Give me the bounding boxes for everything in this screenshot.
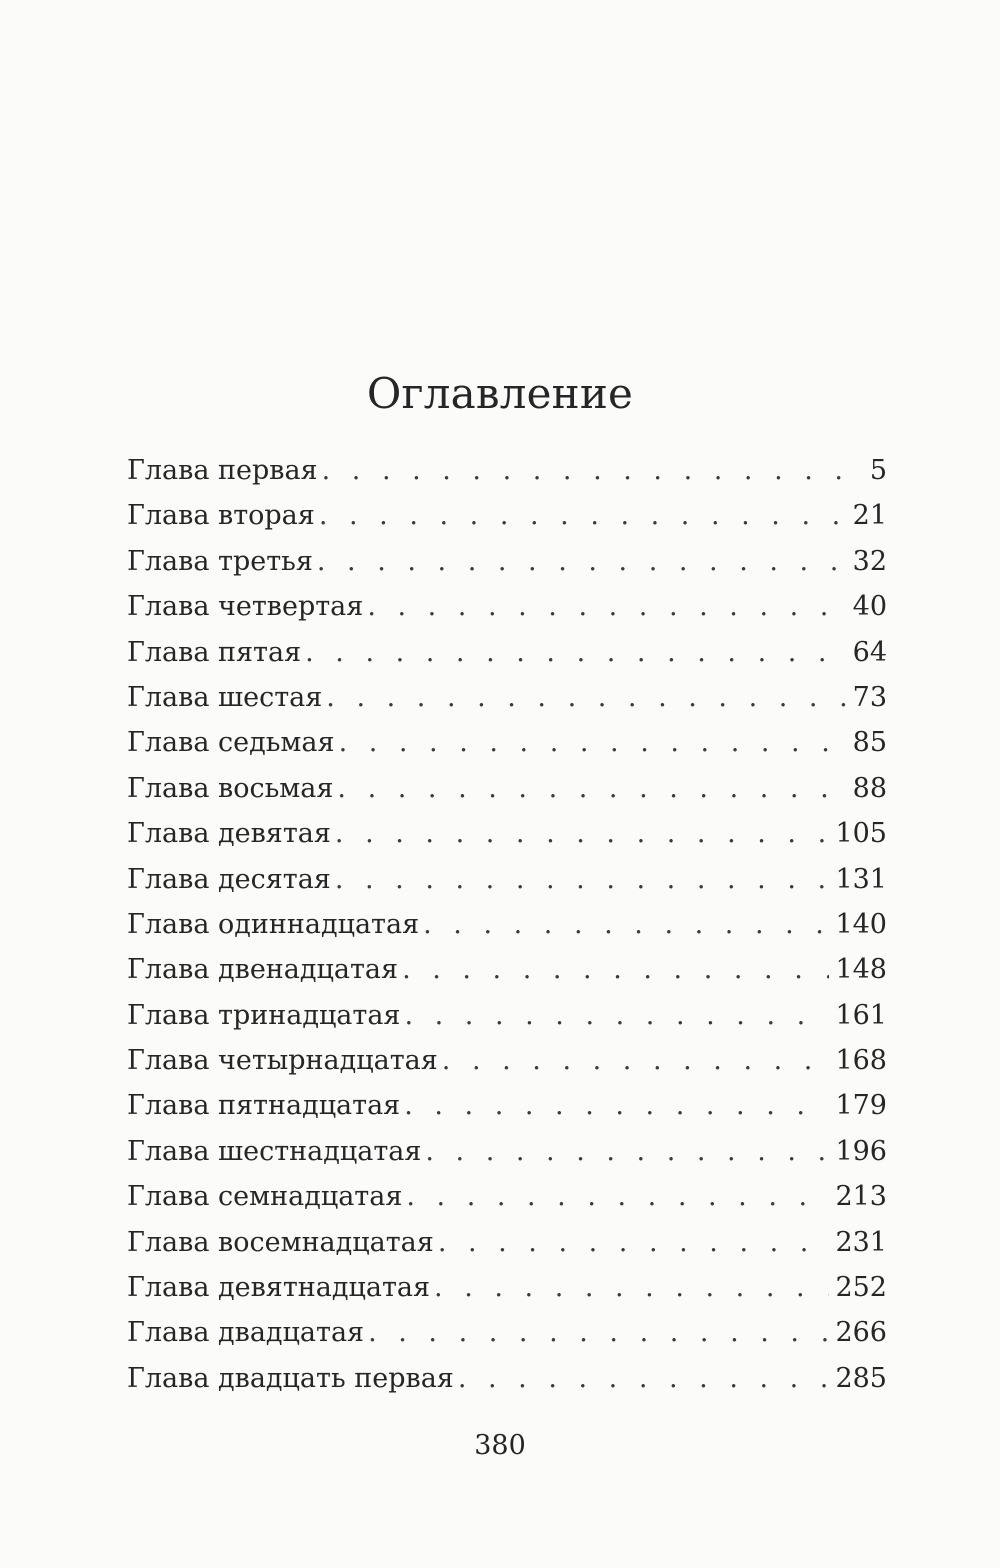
toc-entry-page: 85 xyxy=(852,727,887,759)
dot-leader xyxy=(305,630,847,675)
toc-entry-label: Глава шестнадцатая xyxy=(127,1135,422,1167)
toc-entry xyxy=(127,720,887,765)
toc-entry-label: Глава пятая xyxy=(127,636,302,668)
dot-leader xyxy=(319,493,847,538)
toc-entry-label: Глава восемнадцатая xyxy=(127,1226,434,1258)
toc-entry xyxy=(127,584,887,629)
toc-entry-page: 148 xyxy=(835,954,887,986)
toc-entry-label: Глава вторая xyxy=(127,500,315,532)
toc-entry-page: 196 xyxy=(835,1135,887,1167)
toc-entry-label: Глава девятая xyxy=(127,818,331,850)
dot-leader xyxy=(337,766,846,811)
toc-entry-page: 73 xyxy=(852,681,887,713)
toc-entry-page: 179 xyxy=(835,1090,887,1122)
toc-entry-label: Глава одиннадцатая xyxy=(127,908,420,940)
toc-entry xyxy=(127,493,887,538)
toc-entry-page: 266 xyxy=(835,1317,887,1349)
toc-entry-page: 285 xyxy=(835,1362,887,1394)
toc-entry-label: Глава первая xyxy=(127,455,318,486)
dot-leader xyxy=(423,902,829,947)
toc-entry-label: Глава двенадцатая xyxy=(127,954,399,986)
toc-entry xyxy=(127,539,887,584)
toc-entry xyxy=(127,993,887,1038)
toc-entry-label: Глава десятая xyxy=(127,863,331,895)
toc-entry-page: 32 xyxy=(852,545,887,577)
dot-leader xyxy=(322,448,864,493)
dot-leader xyxy=(404,1083,829,1128)
toc-entry-label: Глава третья xyxy=(127,545,313,577)
toc-entry-page: 213 xyxy=(835,1181,887,1213)
toc-entry-label: Глава двадцать первая xyxy=(127,1362,454,1394)
toc-entry-label: Глава пятнадцатая xyxy=(127,1090,401,1122)
toc-entry xyxy=(127,1220,887,1265)
toc-entry xyxy=(127,902,887,947)
toc-entry-label: Глава тринадцатая xyxy=(127,999,401,1031)
toc-entry xyxy=(127,947,887,992)
toc-entry xyxy=(127,1174,887,1219)
toc-entry xyxy=(127,1265,887,1310)
toc-entry-label: Глава седьмая xyxy=(127,727,335,759)
toc-entry-page: 231 xyxy=(835,1226,887,1258)
toc-entry-page: 131 xyxy=(835,863,887,895)
dot-leader xyxy=(438,1220,830,1265)
dot-leader xyxy=(339,720,847,765)
toc-entry xyxy=(127,766,887,811)
dot-leader xyxy=(367,584,846,629)
toc-entry xyxy=(127,1038,887,1083)
toc-entry xyxy=(127,857,887,902)
toc-entry xyxy=(127,1310,887,1355)
table-of-contents xyxy=(127,448,887,1401)
dot-leader xyxy=(335,857,830,902)
toc-entry xyxy=(127,1129,887,1174)
toc-entry xyxy=(127,1356,887,1401)
dot-leader xyxy=(335,811,830,856)
dot-leader xyxy=(425,1129,829,1174)
toc-entry-page: 64 xyxy=(852,636,887,668)
toc-entry-label: Глава девятнадцатая xyxy=(127,1272,431,1304)
toc-entry xyxy=(127,448,887,493)
toc-entry xyxy=(127,675,887,720)
toc-entry-page: 5 xyxy=(869,455,887,486)
toc-entry-label: Глава двадцатая xyxy=(127,1317,365,1349)
toc-entry-label: Глава шестая xyxy=(127,681,323,713)
toc-entry-label: Глава семнадцатая xyxy=(127,1181,403,1213)
toc-entry-label: Глава четырнадцатая xyxy=(127,1045,438,1077)
page-number: 380 xyxy=(474,1430,526,1461)
toc-entry-page: 105 xyxy=(835,818,887,850)
toc-entry-page: 88 xyxy=(852,772,887,804)
toc-entry-page: 40 xyxy=(852,591,887,623)
toc-entry-label: Глава четвертая xyxy=(127,591,364,623)
dot-leader xyxy=(368,1310,829,1355)
toc-entry-page: 161 xyxy=(835,999,887,1031)
dot-leader xyxy=(402,947,829,992)
page-title: Оглавление xyxy=(366,369,634,418)
dot-leader xyxy=(458,1356,830,1401)
dot-leader xyxy=(406,1174,829,1219)
dot-leader xyxy=(317,539,847,584)
toc-entry-page: 21 xyxy=(852,500,887,532)
dot-leader xyxy=(326,675,846,720)
toc-entry-label: Глава восьмая xyxy=(127,772,334,804)
toc-entry xyxy=(127,1083,887,1128)
dot-leader xyxy=(404,993,829,1038)
toc-entry-page: 252 xyxy=(835,1272,887,1304)
toc-entry-page: 140 xyxy=(835,908,887,940)
toc-entry xyxy=(127,630,887,675)
toc-entry-page: 168 xyxy=(835,1045,887,1077)
dot-leader xyxy=(442,1038,830,1083)
toc-entry xyxy=(127,811,887,856)
dot-leader xyxy=(434,1265,829,1310)
